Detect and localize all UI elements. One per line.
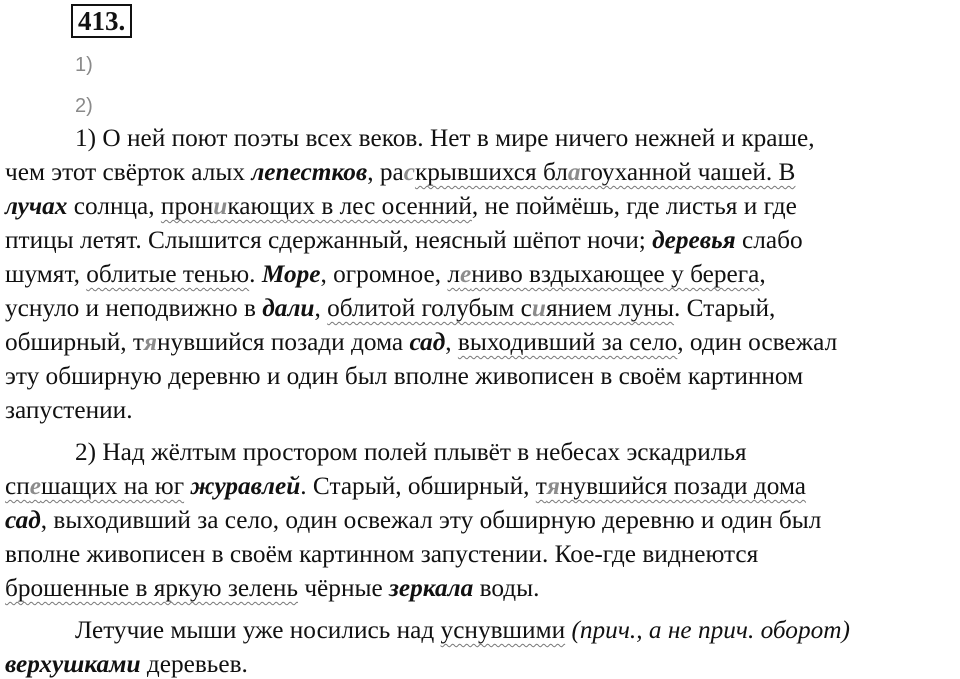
p1-line-5: шумят, облитые тенью. Море, огромное, лениво вздыхающее у берега, [5,260,766,288]
p1-line-9: запустении. [5,396,133,424]
p1-line-3: лучах солнца, проникающих в лес осенний, не поймёшь, где листья и где [5,192,797,220]
p2-line-3: сад, выходивший за село, один освежал эту обширную деревню и один был [5,506,822,534]
p1-line-6: уснуло и неподвижно в дали, облитой голубым сиянием луны. Старый, [5,294,776,322]
marker-1: 1) [75,54,93,76]
p1-line-7: обширный, тянувшийся позади дома сад, выходивший за село, один освежал [5,328,838,356]
p2-line-4: вполне живописен в своём картинном запустении. Кое-где виднеются [5,540,759,568]
p3-line-2: верхушками деревьев. [5,650,248,678]
p1-line-4: птицы летят. Слышится сдержанный, неясный шёпот ночи; деревья слабо [5,226,803,254]
p1-line-8: эту обширную деревню и один был вполне живописен в своём картинном [5,362,804,390]
highlight-letter: с [403,158,415,186]
p1-line-1: 1) О ней поют поэты всех веков. Нет в мире ничего нежней и краше, [75,124,815,152]
p2-line-5: брошенные в яркую зелень чёрные зеркала воды. [5,574,540,602]
p1-line-2: чем этот свёрток алых лепестков, раскрывшихся благоуханной чашей. В [5,158,796,186]
exercise-number: 413. [71,4,132,38]
p2-line-2: спешащих на юг журавлей. Старый, обширный, тянувшийся позади дома [5,472,807,500]
marker-2: 2) [75,95,93,117]
participial-phrase: проникающих в лес осенний [160,192,472,220]
p2-line-1: 2) Над жёлтым простором полей плывёт в небесах эскадрилья [75,438,747,466]
p3-line-1: Летучие мыши уже носились над уснувшими (прич., а не прич. оборот) [75,616,850,644]
keyword-lepestkov: лепестков [251,158,368,186]
